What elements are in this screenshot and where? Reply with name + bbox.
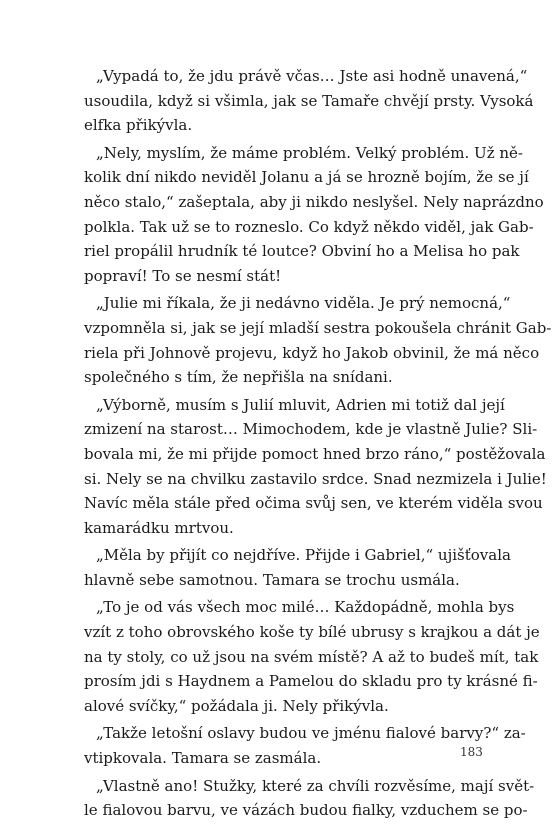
text-line: „Nely, myslím, že máme problém. Velký problém. Už ně- — [96, 143, 523, 162]
text-line: le fialovou barvu, ve vázách budou fialky, vzduchem se po- — [84, 801, 528, 820]
paragraph — [84, 721, 526, 770]
body-text — [84, 64, 552, 826]
text-line: na ty stoly, co už jsou na svém místě? A až to budeš mít, tak — [84, 647, 539, 666]
paragraph — [84, 64, 534, 138]
text-line: „Výborně, musím s Julií mluvit, Adrien mi totiž dal její — [96, 395, 505, 414]
text-line: popraví! To se nesmí stát! — [84, 266, 282, 285]
text-line: kolik dní nikdo neviděl Jolanu a já se hrozně bojím, že se jí — [84, 168, 529, 187]
text-line: polkla. Tak už se to rozneslo. Co když někdo viděl, jak Gab- — [84, 217, 534, 236]
text-line: „Vypadá to, že jdu právě včas… Jste asi hodně unavená,“ — [96, 67, 528, 85]
text-line: vtipkovala. Tamara se zasmála. — [84, 749, 322, 768]
text-line: si. Nely se na chvilku zastavilo srdce. Snad nezmizela i Julie! — [84, 469, 547, 488]
text-line: „Takže letošní oslavy budou ve jménu fialové barvy?“ za- — [96, 724, 526, 743]
text-line: elfka přikývla. — [84, 116, 193, 135]
paragraph — [84, 595, 540, 718]
text-line: alové svíčky,“ požádala ji. Nely přikývla. — [84, 696, 389, 715]
paragraph — [84, 543, 511, 592]
text-line: bovala mi, že mi přijde pomoct hned brzo ráno,“ postěžovala — [84, 444, 546, 463]
text-line: vzít z toho obrovského koše ty bílé ubrusy s krajkou a dát je — [84, 623, 540, 642]
text-line: riel propálil hrudník té loutce? Obviní ho a Melisa ho pak — [84, 242, 520, 261]
text-line: „To je od vás všech moc milé… Každopádně, mohla bys — [96, 598, 515, 617]
text-line: „Julie mi říkala, že ji nedávno viděla. Je prý nemocná,“ — [96, 294, 511, 313]
text-line: „Vlastně ano! Stužky, které za chvíli rozvěsíme, mají svět- — [96, 776, 535, 795]
page-number: 183 — [460, 745, 483, 759]
text-line: zmizení na starost… Mimochodem, kde je vlastně Julie? Sli- — [84, 420, 538, 439]
text-line: hlavně sebe samotnou. Tamara se trochu usmála. — [84, 570, 460, 589]
paragraph — [84, 291, 552, 389]
paragraph — [84, 141, 544, 289]
paragraph — [84, 393, 547, 541]
text-line: společného s tím, že nepřišla na snídani. — [84, 368, 393, 387]
paragraph — [84, 774, 535, 823]
text-line: něco stalo,“ zašeptala, aby ji nikdo neslyšel. Nely naprázdno — [84, 192, 544, 211]
text-line: Navíc měla stále před očima svůj sen, ve kterém viděla svou — [84, 494, 543, 513]
text-line: riela při Johnově projevu, když ho Jakob obvinil, že má něco — [84, 343, 540, 362]
text-line: „Měla by přijít co nejdříve. Přijde i Gabriel,“ ujišťovala — [96, 546, 511, 565]
text-line: usoudila, když si všimla, jak se Tamaře chvějí prsty. Vysoká — [84, 91, 534, 110]
text-line: vzpomněla si, jak se její mladší sestra pokoušela chránit Gab- — [84, 318, 552, 337]
text-line: prosím jdi s Haydnem a Pamelou do skladu pro ty krásné fi- — [84, 672, 538, 691]
text-line: kamarádku mrtvou. — [84, 518, 234, 537]
